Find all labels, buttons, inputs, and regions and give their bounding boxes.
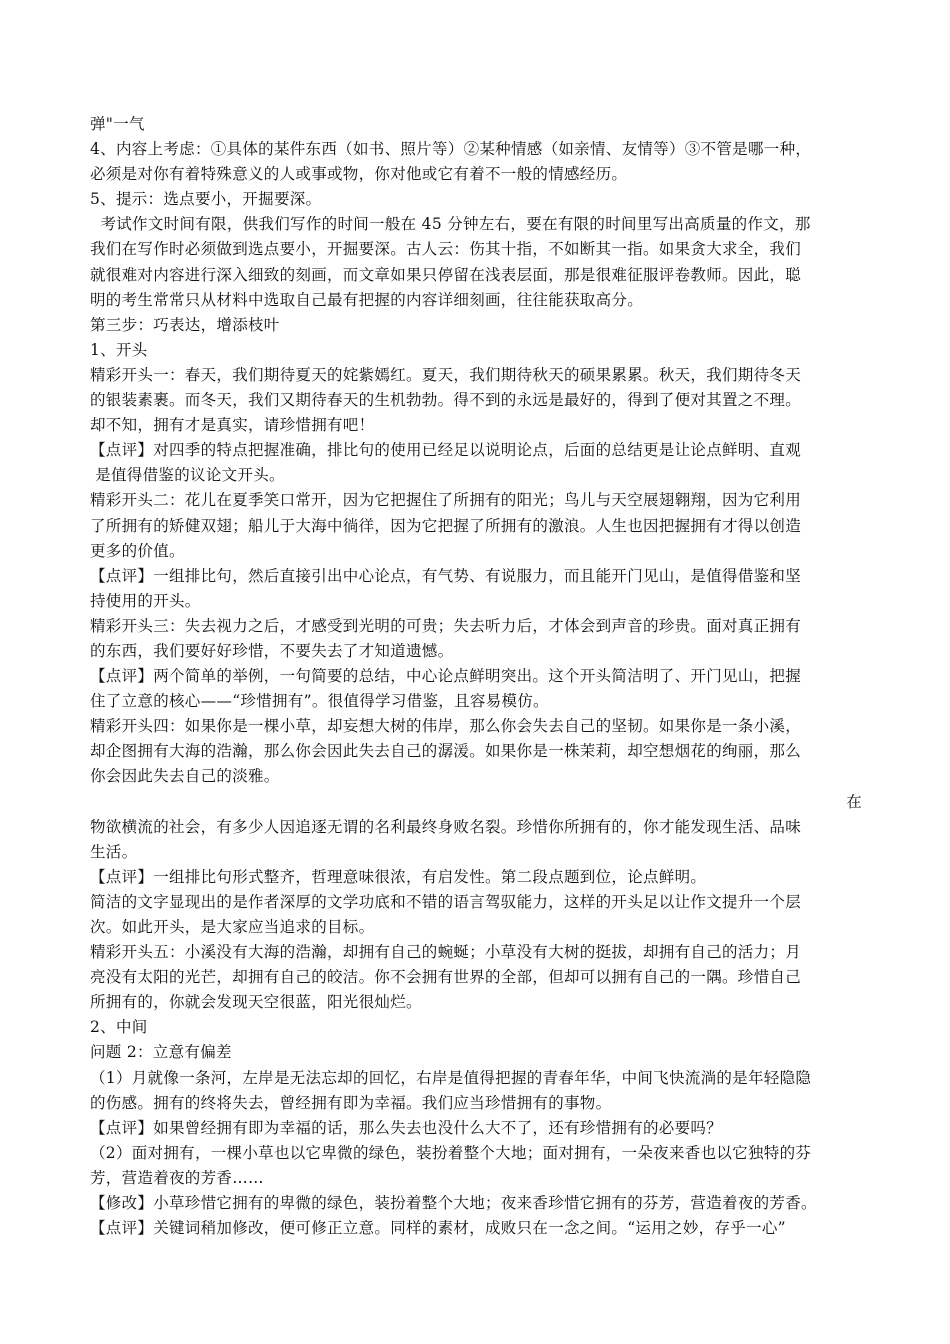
text-line: 的伤感。拥有的终将失去，曾经拥有即为幸福。我们应当珍惜拥有的事物。 [90, 1093, 612, 1112]
text-line: 考试作文时间有限，供我们写作的时间一般在 45 分钟左右，要在有限的时间里写出高质量的作文，那 [90, 215, 811, 234]
comment-line: 【点评】对四季的特点把握准确，排比句的使用已经足以说明论点，后面的总结更是让论点鲜明、直观 [90, 441, 802, 460]
text-line: 就很难对内容进行深入细致的刻画，而文章如果只停留在浅表层面，那是很难征服评卷教师。因此，聪 [90, 265, 802, 284]
text-line: （1）月就像一条河，左岸是无法忘却的回忆，右岸是值得把握的青春年华，中间飞快流淌的是年轻隐隐 [90, 1068, 812, 1087]
comment-line: 住了立意的核心——“珍惜拥有”。很值得学习借鉴，且容易模仿。 [90, 692, 549, 711]
text-line: 芳，营造着夜的芳香…… [90, 1168, 264, 1187]
text-line: 精彩开头四：如果你是一棵小草，却妄想大树的伟岸，那么你会失去自己的坚韧。如果你是一条小溪， [90, 717, 802, 736]
text-line: 5、提示：选点要小，开掘要深。 [90, 190, 322, 209]
text-line: 必须是对你有着特殊意义的人或事或物，你对他或它有着不一般的情感经历。 [90, 165, 628, 184]
text-line: 问题 2：立意有偏差 [90, 1043, 232, 1062]
text-line: 物欲横流的社会，有多少人因追逐无谓的名利最终身败名裂。珍惜你所拥有的，你才能发现生活、品味 [90, 817, 802, 836]
revision-line: 【修改】小草珍惜它拥有的卑微的绿色，装扮着整个大地；夜来香珍惜它拥有的芬芳，营造着夜的芳香。 [90, 1194, 817, 1213]
text-line: 我们在写作时必须做到选点要小，开掘要深。古人云：伤其十指，不如断其一指。如果贪大求全，我们 [90, 240, 802, 259]
comment-line: 【点评】两个简单的举例，一句简要的总结，中心论点鲜明突出。这个开头简洁明了、开门见山，把握 [90, 667, 802, 686]
comment-line: 【点评】一组排比句，然后直接引出中心论点，有气势、有说服力，而且能开门见山，是值得借鉴和坚 [90, 566, 802, 585]
text-line: （2）面对拥有，一棵小草也以它卑微的绿色，装扮着整个大地；面对拥有，一朵夜来香也以它独特的芬 [90, 1143, 812, 1162]
text-line: 所拥有的，你就会发现天空很蓝，阳光很灿烂。 [90, 993, 422, 1012]
comment-line: 【点评】一组排比句形式整齐，哲理意味很浓，有启发性。第二段点题到位，论点鲜明。 [90, 867, 707, 886]
text-line: 明的考生常常只从材料中选取自己最有把握的内容详细刻画，往往能获取高分。 [90, 290, 644, 309]
text-line-right: 在 [846, 792, 862, 811]
text-line: 精彩开头五：小溪没有大海的浩瀚，却拥有自己的蜿蜒；小草没有大树的挺拔，却拥有自己的活力；月 [90, 943, 802, 962]
subsection-heading: 2、中间 [90, 1018, 148, 1037]
text-line: 却企图拥有大海的浩瀚，那么你会因此失去自己的潺湲。如果你是一株茉莉，却空想烟花的绚丽，那么 [90, 742, 802, 761]
text-line: 更多的价值。 [90, 541, 185, 560]
text-line: 精彩开头二：花儿在夏季笑口常开，因为它把握住了所拥有的阳光；鸟儿与天空展翅翱翔，因为它利用 [90, 491, 802, 510]
text-line: 生活。 [90, 842, 138, 861]
comment-line: 【点评】关键词稍加修改，便可修正立意。同样的素材，成败只在一念之间。“运用之妙，存乎一心” [90, 1219, 786, 1238]
text-line: 精彩开头一：春天，我们期待夏天的姹紫嫣红。夏天，我们期待秋天的硕果累累。秋天，我们期待冬天 [90, 365, 802, 384]
document-body [90, 112, 862, 1241]
text-line: 亮没有太阳的光芒，却拥有自己的皎洁。你不会拥有世界的全部，但却可以拥有自己的一隅。珍惜自己 [90, 968, 802, 987]
text-line: 简洁的文字显现出的是作者深厚的文学功底和不错的语言驾驭能力，这样的开头足以让作文提升一个层 [90, 892, 802, 911]
text-line: 了所拥有的矫健双翅；船儿于大海中徜徉，因为它把握了所拥有的激浪。人生也因把握拥有才得以创造 [90, 516, 802, 535]
text-line: 的银装素裹。而冬天，我们又期待春天的生机勃勃。得不到的永远是最好的，得到了便对其置之不理。 [90, 391, 802, 410]
text-line: 次。如此开头，是大家应当追求的目标。 [90, 918, 375, 936]
text-line: 精彩开头三：失去视力之后，才感受到光明的可贵；失去听力后，才体会到声音的珍贵。面对真正拥有 [90, 616, 802, 635]
section-heading: 第三步：巧表达，增添枝叶 [90, 315, 280, 334]
comment-line: 【点评】如果曾经拥有即为幸福的话，那么失去也没什么大不了，还有珍惜拥有的必要吗？ [90, 1118, 723, 1137]
text-line: 却不知，拥有才是真实，请珍惜拥有吧！ [90, 416, 375, 435]
text-line: 4、内容上考虑：①具体的某件东西（如书、照片等）②某种情感（如亲情、友情等）③不管是哪一种， [90, 140, 812, 159]
subsection-heading: 1、开头 [90, 340, 148, 359]
text-line: 的东西，我们要好好珍惜，不要失去了才知道遗憾。 [90, 641, 454, 660]
comment-line: 是值得借鉴的议论文开头。 [90, 466, 285, 485]
text-line: 弹"一气 [90, 115, 145, 133]
comment-line: 持使用的开头。 [90, 591, 201, 610]
text-line: 你会因此失去自己的淡雅。 [90, 767, 280, 786]
